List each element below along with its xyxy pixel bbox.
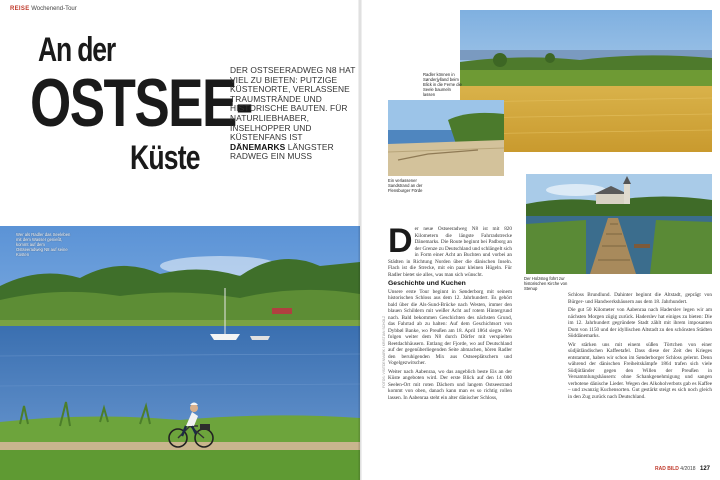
beach-photo-caption: Ein verlassener Sandstrand an der Flensburger Förde — [388, 178, 423, 193]
page-number: 127 — [699, 466, 710, 472]
field-photo-caption: Radler können in Sønderjylland beim Blick in die Ferne die Seele baumeln lassen — [423, 72, 462, 97]
intro-tail: LÄNGSTER RADWEG EIN MUSS — [230, 141, 334, 162]
intro-text: DER OSTSEERADWEG N8 HAT VIEL ZU BIETEN: PUTZIGE KÜSTENORTE, VERLASSENE TRAUMSTRÄNDE UND HISTORISCHE BAUTEN. FÜR NATURLIEBHABER, INSELHOPPER UND KÜSTENFANS IST — [230, 65, 356, 143]
section-label: REISE — [10, 6, 30, 12]
article-paragraph-5: Wir stärken uns mit einem süßen Törtchen von einer südjütländischen Kaffeetafel. Dass diese der Zeit des Krieges entstammt, haben wir schon im Sønderborger Schloss gelernt. Denn während der dänischen Freiheitskämpfe 1864 trafen sich viele Südjütländer gegen den Willen der Preußen in Versammlungshäusern: ohne Schankgenehmigung und sangen verbotene dänische Lieder. Wegen des Alkoholverbots gab es Kaffee – und zwanzig Kuchensorten. Gut gestärkt steigt es sich noch gleich in den Zug zurück nach Deutschland. — [568, 341, 712, 400]
section-rubric — [10, 6, 77, 12]
magazine-brand: RAD BILD — [655, 466, 679, 472]
article-column-1 — [388, 222, 512, 401]
page-gutter — [358, 0, 362, 480]
series-label: Wochenend-Tour — [31, 6, 77, 12]
headline-line-2: OSTSEE- — [30, 65, 252, 141]
article-column-2 — [568, 292, 712, 400]
intro-bold: DÄNEMARKS — [230, 141, 286, 152]
issue-number: 4/2018 — [680, 466, 696, 472]
lake-cyclist-photo — [0, 226, 360, 480]
headline-line-3: Küste — [130, 139, 200, 177]
headline-line-1: An der — [38, 31, 115, 69]
church-boardwalk-photo — [526, 174, 712, 274]
beach-photo — [388, 100, 504, 176]
article-subhead: Geschichte und Kuchen — [388, 280, 466, 287]
article-lead: er neue Ostseeradweg N8 ist mit 820 Kilometern die längste Fahrradstrecke Dänemarks. Die Route beginnt bei Padborg an der Grenze zu Deutschland und schlängelt sich in Form einer Acht an Buchten und vorbei an Städten in Richtung Norden über die dänischen Inseln. Flach ist die Strecke, mit ein paar kleinen Hügeln. Für Radler bietet sie alles, was man sich wünscht. — [388, 226, 512, 278]
lake-photo-caption: Wer als Radler das Seeleben mit dem Wasser genießt, kommt auf dem Ostseeradweg N8 auf seine Kosten — [16, 232, 71, 257]
article-paragraph-2: Weiter nach Aabenraa, wo das angeblich beste Eis an der Küste angeboten wird. Der erste Blick auf den 14 000 Seelen-Ort mit roten Dächern und langem Ostseestrand kommt von oben, danach kann man es so richtig rollen lassen. In Aabenraa steht ein alter dänischer Schloss, — [388, 368, 512, 401]
church-photo-caption: Der Holzsteg führt zur historischen Kirche von Stenup — [524, 276, 568, 291]
drop-cap: D — [388, 222, 413, 260]
intro-teaser — [230, 66, 356, 162]
article-paragraph-4: Die gut 50 Kilometer von Aabenraa nach Haderslev legen wir am nächsten Morgen zügig zurück. Haderslev hat einiges zu bieten: Die im 12. Jahrhundert gegründete Stadt zählt mit ihrem imposanten Dom von 1150 und der idyllischen Altstadt zu den schönsten Städten Süddänemarks. — [568, 307, 712, 339]
headline — [30, 31, 252, 192]
photo-credit: FOTOS: VISITDENMARK / KRISTIAN SCHOLZ — [382, 315, 386, 388]
article-paragraph-3: Schloss Brundlund. Dahinter beginnt die Altstadt, geprägt von Bürger- und Handwerkshäusern aus dem 18. Jahrhundert. — [568, 292, 712, 305]
article-paragraph-1: Unsere erste Tour beginnt in Sønderborg mit seinem historischen Schloss aus dem 12. Jahrhundert. Es gehört bald über die Als-Sund-Brücke nach Westen, immer den blauen Schildern mit weißer Acht auf rotem Hintergrund nach. Bald bekommen Geschichten des nächsten Grund, das Fahrrad ab zu halten: Auf dem Geschichtsort von Dybbøl Banke, wo Preußen am 18. April 1864 siegte. Wir folgen weiter dem N8 durch Dörfer mit verspielten Reetdachhäusern. Entlang der Fjorde, wo auf Deutschland auf der gegenüberliegenden Seite abmachen, hören Radler den beruhigenden Mix aus Ostseeplätschern und Vogelgezwitscher. — [388, 288, 512, 366]
page-folio — [655, 466, 710, 472]
